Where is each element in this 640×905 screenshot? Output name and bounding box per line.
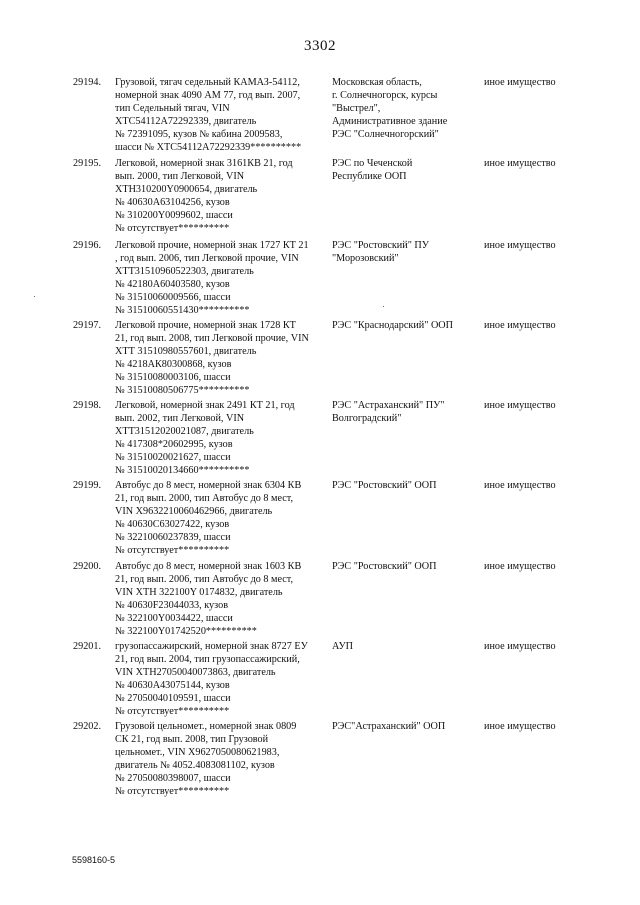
description-line: 21, год вып. 2008, тип Легковой прочие, VIN [115, 333, 309, 345]
location-line: РЭС "Краснодарский" ООП [332, 320, 454, 331]
vehicle-location [332, 720, 477, 733]
description-line: Автобус до 8 мест, номерной знак 1603 КВ [115, 561, 302, 572]
description-line: Легковой прочие, номерной знак 1728 КТ [115, 320, 296, 331]
location-line: АУП [332, 641, 354, 652]
description-line: № 32210060237839, шасси [115, 532, 231, 544]
location-line: РЭС "Ростовский" ООП [332, 480, 437, 491]
location-line: Административное здание [332, 116, 448, 128]
description-line: № 31510080003106, шасси [115, 372, 231, 384]
location-line: РЭС"Астраханский" ООП [332, 721, 446, 732]
location-line: "Морозовский" [332, 253, 399, 265]
description-line: № 40630F23044033, кузов [115, 600, 229, 612]
description-line: 21, год вып. 2000, тип Автобус до 8 мест, [115, 493, 294, 505]
description-line: № 310200Y0099602, шасси [115, 210, 233, 222]
description-line: № 27050080398007, шасси [115, 773, 231, 785]
vehicle-description [115, 157, 320, 236]
property-category: иное имущество [484, 77, 556, 88]
description-line: 21, год вып. 2004, тип грузопассажирский, [115, 654, 300, 666]
description-line: № 4218АК80300868, кузов [115, 359, 232, 371]
vehicle-location [332, 640, 477, 653]
location-line: "Выстрел", [332, 103, 381, 115]
description-line: VIN ХТН 322100Y 0174832, двигатель [115, 587, 283, 599]
description-line: шасси № ХТС54112А72292339********** [115, 142, 302, 154]
description-line: цельномет., VIN Х9627050080621983, [115, 747, 280, 759]
description-line: Легковой, номерной знак 3161КВ 21, год [115, 158, 293, 169]
property-category: иное имущество [484, 240, 556, 251]
entry-number: 29200. [73, 561, 102, 572]
page-number: 3302 [304, 38, 336, 54]
description-line: двигатель № 4052.4083081102, кузов [115, 760, 275, 772]
location-line: Республике ООП [332, 171, 407, 183]
description-line: грузопассажирский, номерной знак 8727 ЕУ [115, 641, 308, 652]
scan-speck [34, 296, 35, 297]
description-line: № отсутствует********** [115, 786, 230, 798]
vehicle-location [332, 399, 477, 425]
description-line: Грузовой цельномет., номерной знак 0809 [115, 721, 297, 732]
vehicle-description [115, 479, 320, 558]
vehicle-description [115, 560, 320, 639]
description-line: ХТС54112А72292339, двигатель [115, 116, 257, 128]
location-line: г. Солнечногорск, курсы [332, 90, 438, 102]
entry-number: 29199. [73, 480, 102, 491]
description-line: № 42180А60403580, кузов [115, 279, 230, 291]
description-line: № 417308*20602995, кузов [115, 439, 233, 451]
description-line: Грузовой, тягач седельный КАМАЗ-54112, [115, 77, 300, 88]
vehicle-description [115, 76, 320, 155]
vehicle-location [332, 157, 477, 183]
property-category: иное имущество [484, 561, 556, 572]
location-line: РЭС "Солнечногорский" [332, 129, 439, 141]
description-line: № 31510020134660********** [115, 465, 250, 477]
description-line: № 40630А63104256, кузов [115, 197, 230, 209]
description-line: 21, год вып. 2006, тип Автобус до 8 мест, [115, 574, 294, 586]
entry-number: 29198. [73, 400, 102, 411]
vehicle-description [115, 399, 320, 478]
description-line: ХТТ 31510980557601, двигатель [115, 346, 257, 358]
description-line: № 31510080506775********** [115, 385, 250, 397]
description-line: № 31510020021627, шасси [115, 452, 231, 464]
location-line: РЭС "Ростовский" ООП [332, 561, 437, 572]
description-line: ХТТ31512020021087, двигатель [115, 426, 254, 438]
vehicle-description [115, 239, 320, 318]
description-line: вып. 2002, тип Легковой, VIN [115, 413, 245, 425]
description-line: СК 21, год вып. 2008, тип Грузовой [115, 734, 269, 746]
description-line: № отсутствует********** [115, 223, 230, 235]
description-line: Легковой прочие, номерной знак 1727 КТ 21 [115, 240, 309, 251]
description-line: № отсутствует********** [115, 545, 230, 557]
location-line: РЭС "Ростовский" ПУ [332, 240, 429, 251]
entry-number: 29202. [73, 721, 102, 732]
vehicle-location [332, 239, 477, 265]
entry-number: 29196. [73, 240, 102, 251]
description-line: Легковой, номерной знак 2491 КТ 21, год [115, 400, 295, 411]
location-line: Волгоградский" [332, 413, 402, 425]
description-line: № 27050040109591, шасси [115, 693, 231, 705]
vehicle-description [115, 640, 320, 719]
property-category: иное имущество [484, 721, 556, 732]
description-line: номерной знак 4090 АМ 77, год вып. 2007, [115, 90, 301, 102]
entry-number: 29195. [73, 158, 102, 169]
location-line: РЭС по Чеченской [332, 158, 413, 169]
entry-number: 29194. [73, 77, 102, 88]
description-line: , год вып. 2006, тип Легковой прочие, VIN [115, 253, 299, 265]
vehicle-location [332, 319, 477, 332]
location-line: РЭС "Астраханский" ПУ" [332, 400, 445, 411]
description-line: № 40630С63027422, кузов [115, 519, 230, 531]
property-category: иное имущество [484, 400, 556, 411]
location-line: Московская область, [332, 77, 422, 88]
description-line: ХТН310200Y0900654, двигатель [115, 184, 258, 196]
description-line: VIN Х9632210060462966, двигатель [115, 506, 273, 518]
description-line: № 322100Y0034422, шасси [115, 613, 233, 625]
document-code: 5598160-5 [72, 855, 116, 865]
description-line: VIN ХТН27050040073863, двигатель [115, 667, 276, 679]
vehicle-location [332, 76, 477, 141]
vehicle-location [332, 560, 477, 573]
vehicle-description [115, 720, 320, 799]
description-line: № 31510060009566, шасси [115, 292, 231, 304]
description-line: № 31510060551430********** [115, 305, 250, 317]
property-category: иное имущество [484, 641, 556, 652]
property-category: иное имущество [484, 480, 556, 491]
description-line: № 72391095, кузов № кабина 2009583, [115, 129, 283, 141]
scan-speck [383, 306, 384, 307]
entry-number: 29201. [73, 641, 102, 652]
description-line: вып. 2000, тип Легковой, VIN [115, 171, 245, 183]
entry-number: 29197. [73, 320, 102, 331]
description-line: Автобус до 8 мест, номерной знак 6304 КВ [115, 480, 302, 491]
property-category: иное имущество [484, 320, 556, 331]
description-line: ХТТ31510960522303, двигатель [115, 266, 254, 278]
description-line: тип Седельный тягач, VIN [115, 103, 230, 115]
vehicle-description [115, 319, 320, 398]
description-line: № 322100Y01742520********** [115, 626, 257, 638]
description-line: № 40630А43075144, кузов [115, 680, 230, 692]
vehicle-location [332, 479, 477, 492]
property-category: иное имущество [484, 158, 556, 169]
description-line: № отсутствует********** [115, 706, 230, 718]
